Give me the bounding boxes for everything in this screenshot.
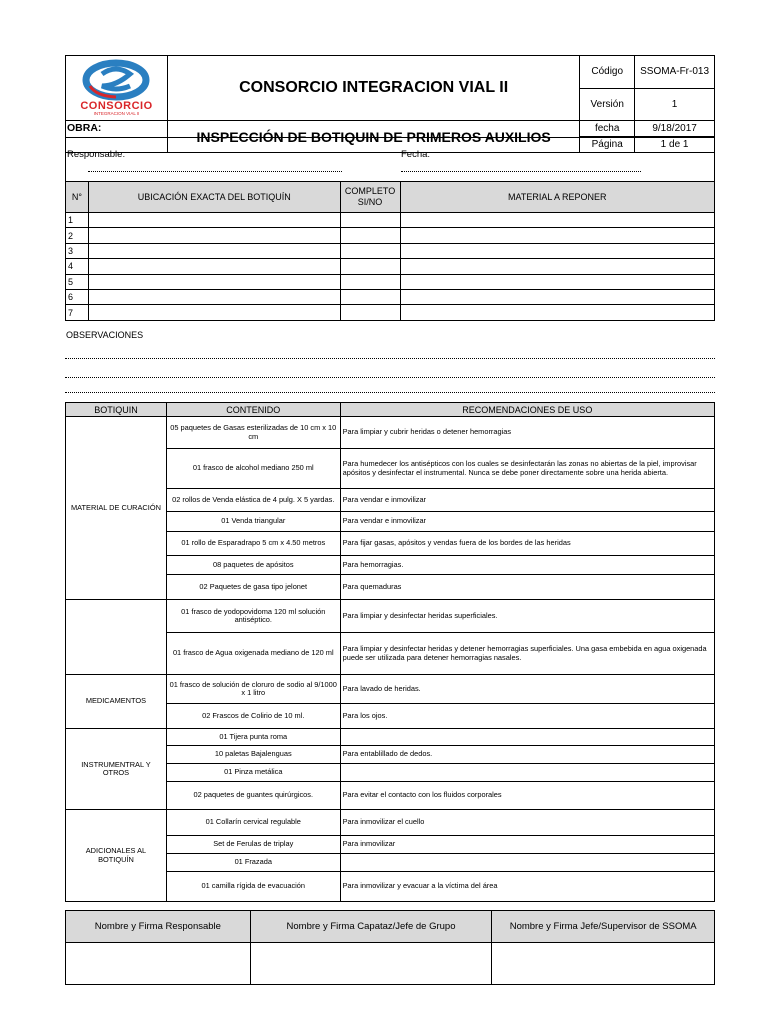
content-cell: 01 Frazada [166,854,340,872]
category-cell: INSTRUMENTRAL Y OTROS [66,729,167,810]
meta-label: Versión [580,88,635,121]
obra-row [65,121,715,138]
recommendation-cell: Para vendar e inmovilizar [340,512,714,532]
observaciones-line[interactable] [65,392,715,393]
complete-cell[interactable] [340,228,400,243]
recommendation-cell [340,729,714,746]
observaciones-line[interactable] [65,358,715,359]
content-cell: 01 camilla rígida de evacuación [166,872,340,902]
material-cell[interactable] [400,274,714,289]
material-cell[interactable] [400,259,714,274]
complete-cell[interactable] [340,243,400,258]
col-header-location: UBICACIÓN EXACTA DEL BOTIQUÍN [88,182,340,213]
recommendation-cell: Para evitar el contacto con los fluidos corporales [340,782,714,810]
meta-value: 1 [635,88,715,121]
category-cell: ADICIONALES AL BOTIQUÍN [66,810,167,902]
recommendation-cell: Para inmovilizar el cuello [340,810,714,836]
content-cell: 02 rollos de Venda elástica de 4 pulg. X 5 yardas. [166,489,340,512]
responsable-row [65,137,715,182]
category-cell: MEDICAMENTOS [66,675,167,729]
location-cell[interactable] [88,289,340,304]
complete-cell[interactable] [340,305,400,320]
content-cell: 01 frasco de yodopovidoma 120 ml solución antiséptico. [166,600,340,633]
content-cell: 10 paletas Bajalenguas [166,746,340,764]
content-cell: 01 frasco de Agua oxigenada mediano de 120 ml [166,633,340,675]
signature-header: Nombre y Firma Jefe/Supervisor de SSOMA [492,911,715,943]
fecha-label: Fecha: [401,149,431,160]
fecha-line[interactable] [401,171,641,172]
complete-cell[interactable] [340,274,400,289]
meta-value: SSOMA-Fr-013 [635,56,715,89]
meta-value: 1 de 1 [635,137,715,153]
material-cell[interactable] [400,228,714,243]
recommendation-cell: Para entablillado de dedos. [340,746,714,764]
col-header-contenido: CONTENIDO [166,403,340,417]
signature-header: Nombre y Firma Capataz/Jefe de Grupo [250,911,492,943]
signature-field[interactable] [66,943,251,985]
company-name: CONSORCIO INTEGRACION VIAL II [168,56,580,121]
signature-field[interactable] [492,943,715,985]
responsable-line[interactable] [88,171,342,172]
content-cell: 01 frasco de solución de cloruro de sodio al 9/1000 x 1 litro [166,675,340,704]
recommendation-cell: Para los ojos. [340,704,714,729]
complete-cell[interactable] [340,289,400,304]
category-cell: MATERIAL DE CURACIÓN [66,417,167,600]
recommendation-cell [340,764,714,782]
meta-label: Código [580,56,635,89]
content-cell: 02 Paquetes de gasa tipo jelonet [166,575,340,600]
row-number: 4 [66,259,89,274]
signature-field[interactable] [250,943,492,985]
row-number: 7 [66,305,89,320]
content-cell: 02 paquetes de guantes quirúrgicos. [166,782,340,810]
content-cell: 01 rollo de Esparadrapo 5 cm x 4.50 metros [166,532,340,556]
document-title: INSPECCIÓN DE BOTIQUIN DE PRIMEROS AUXILIOS [168,121,580,153]
recommendation-cell [340,854,714,872]
observaciones-line[interactable] [65,377,715,378]
location-cell[interactable] [88,305,340,320]
recommendation-cell: Para lavado de heridas. [340,675,714,704]
inspection-table [65,181,715,321]
complete-cell[interactable] [340,259,400,274]
row-number: 5 [66,274,89,289]
content-cell: 01 Collarín cervical regulable [166,810,340,836]
location-cell[interactable] [88,259,340,274]
material-cell[interactable] [400,243,714,258]
responsable-label: Responsable: [67,149,126,160]
recommendation-cell: Para limpiar y cubrir heridas o detener hemorragias [340,417,714,449]
content-cell: 08 paquetes de apósitos [166,556,340,575]
recommendation-cell: Para hemorragias. [340,556,714,575]
recommendation-cell: Para limpiar y desinfectar heridas y detener hemorragias superficiales. Una gasa embebida en agua oxigenada puede ser utilizada para detener hemorragias nasales. [340,633,714,675]
recommendation-cell: Para vendar e inmovilizar [340,489,714,512]
meta-label: fecha [580,121,635,137]
content-cell: 01 frasco de alcohol mediano 250 ml [166,449,340,489]
recommendation-cell: Para fijar gasas, apósitos y vendas fuera de los bordes de las heridas [340,532,714,556]
location-cell[interactable] [88,228,340,243]
col-header-number: N° [66,182,89,213]
content-cell: Set de Ferulas de triplay [166,836,340,854]
content-cell: 02 Frascos de Colirio de 10 ml. [166,704,340,729]
content-cell: 01 Venda triangular [166,512,340,532]
recommendation-cell: Para quemaduras [340,575,714,600]
location-cell[interactable] [88,243,340,258]
col-header-complete: COMPLETO SI/NO [340,182,400,213]
material-cell[interactable] [400,289,714,304]
row-number: 2 [66,228,89,243]
botiquin-contents-table [65,402,715,902]
signatures-table [65,910,715,985]
col-header-recomendaciones: RECOMENDACIONES DE USO [340,403,714,417]
company-logo [66,56,167,120]
material-cell[interactable] [400,213,714,228]
content-cell: 01 Tijera punta roma [166,729,340,746]
col-header-botiquin: BOTIQUIN [66,403,167,417]
row-number: 1 [66,213,89,228]
observaciones-label: OBSERVACIONES [66,330,144,340]
complete-cell[interactable] [340,213,400,228]
row-number: 3 [66,243,89,258]
logo-subtext: INTEGRACION VIAL II [93,111,140,116]
col-header-material: MATERIAL A REPONER [400,182,714,213]
content-cell: 05 paquetes de Gasas esterilizadas de 10 cm x 10 cm [166,417,340,449]
recommendation-cell: Para humedecer los antisépticos con los cuales se desinfectarán las zonas no abiertas de la piel, improvisar apósitos y desinfectar el instrumental. Nunca se debe poner directamente sobre una herida abierta. [340,449,714,489]
recommendation-cell: Para inmovilizar y evacuar a la víctima del área [340,872,714,902]
meta-value: 9/18/2017 [635,121,715,137]
logo-cell [66,56,168,121]
location-cell[interactable] [88,213,340,228]
logo-text: CONSORCIO [80,100,153,112]
obra-label: OBRA: [67,122,102,134]
content-cell: 01 Pinza metálica [166,764,340,782]
material-cell[interactable] [400,305,714,320]
row-number: 6 [66,289,89,304]
signature-header: Nombre y Firma Responsable [66,911,251,943]
recommendation-cell: Para inmovilizar [340,836,714,854]
meta-label: Página [580,137,635,153]
location-cell[interactable] [88,274,340,289]
category-cell [66,600,167,675]
recommendation-cell: Para limpiar y desinfectar heridas superficiales. [340,600,714,633]
